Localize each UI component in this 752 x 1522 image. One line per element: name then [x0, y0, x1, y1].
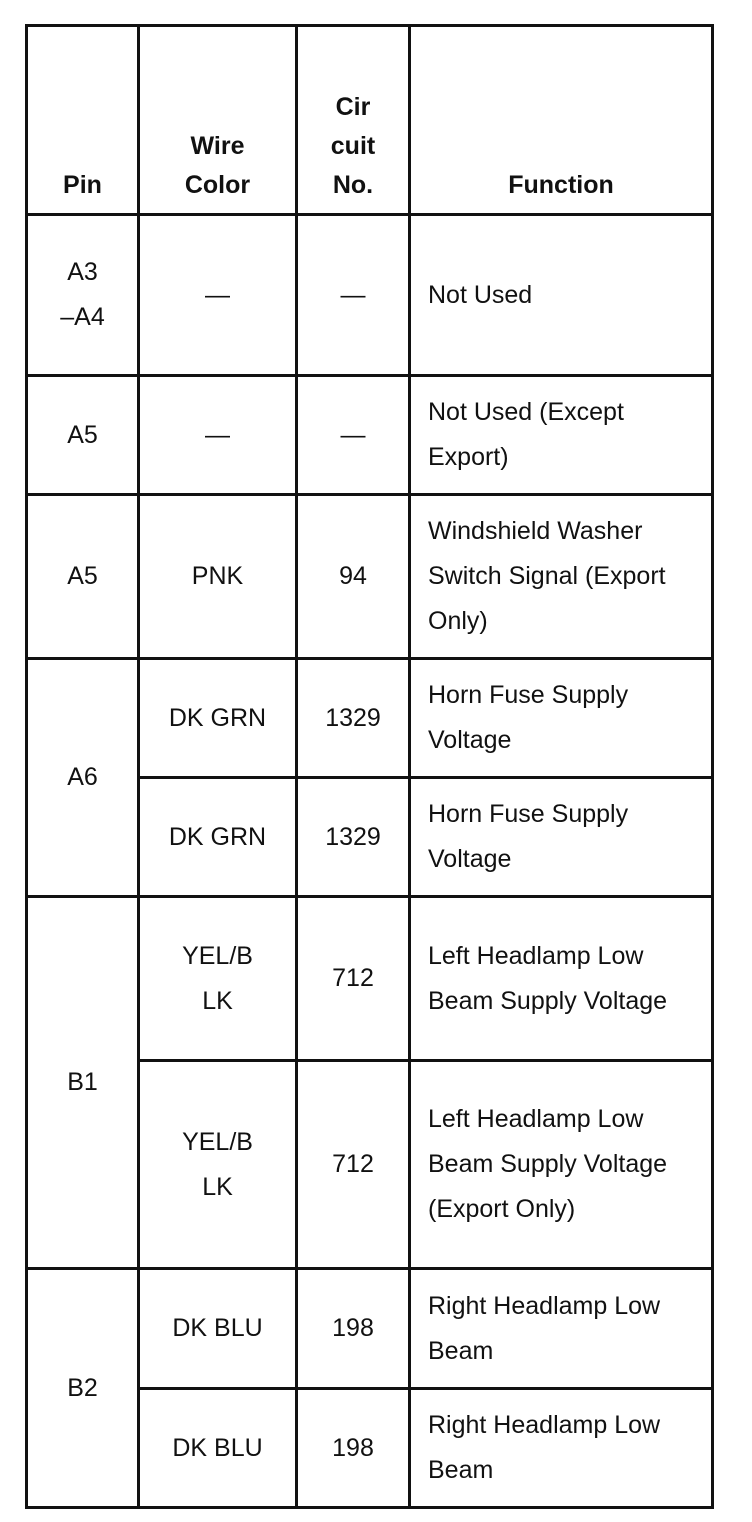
function-value: Not Used (Except Export) [428, 398, 624, 471]
circuit-no-cell [297, 897, 410, 1061]
table-row [27, 376, 713, 495]
header-wire-color [139, 26, 297, 215]
function-cell [410, 659, 713, 778]
header-circuit-no-label: Cir cuit No. [330, 93, 376, 199]
circuit-no-cell [297, 376, 410, 495]
wire-color-cell [139, 659, 297, 778]
circuit-no-cell [297, 778, 410, 897]
header-row [27, 26, 713, 215]
function-value: Horn Fuse Supply Voltage [428, 681, 629, 754]
pin-cell [27, 376, 139, 495]
pin-value: A3 –A4 [60, 258, 105, 331]
header-function-label: Function [508, 171, 614, 199]
circuit-no-value: — [340, 420, 366, 449]
circuit-no-value: 1329 [325, 703, 381, 732]
circuit-no-cell [297, 495, 410, 659]
function-cell [410, 1061, 713, 1269]
wire-color-cell [139, 1389, 297, 1508]
pin-value: A5 [67, 420, 98, 449]
wire-color-cell [139, 1061, 297, 1269]
pin-cell [27, 495, 139, 659]
header-circuit-no [297, 26, 410, 215]
wire-color-cell [139, 1269, 297, 1389]
function-cell [410, 897, 713, 1061]
header-function [410, 26, 713, 215]
table-row [27, 897, 713, 1061]
function-cell [410, 1389, 713, 1508]
circuit-no-value: — [340, 280, 366, 309]
wire-color-cell [139, 778, 297, 897]
wire-color-cell [139, 376, 297, 495]
function-cell [410, 778, 713, 897]
pin-value: A5 [67, 562, 98, 590]
circuit-no-value: 198 [332, 1433, 374, 1462]
wire-color-cell [139, 495, 297, 659]
wire-color-value: YEL/B LK [182, 941, 253, 1015]
wire-color-value: — [205, 280, 230, 309]
circuit-no-value: 198 [332, 1314, 374, 1342]
wire-color-value: — [205, 420, 230, 449]
header-pin [27, 26, 139, 215]
table-row [27, 1269, 713, 1389]
function-value: Right Headlamp Low Beam [428, 1291, 661, 1365]
function-cell [410, 215, 713, 376]
pin-cell [27, 897, 139, 1269]
function-value: Windshield Washer Switch Signal (Export Only) [428, 517, 666, 635]
pin-cell [27, 659, 139, 897]
function-value: Left Headlamp Low Beam Supply Voltage (Export Only) [428, 1105, 668, 1223]
circuit-no-value: 1329 [325, 822, 381, 851]
pin-value: A6 [67, 763, 98, 791]
wire-color-value: PNK [191, 562, 244, 590]
table-row [27, 659, 713, 778]
table-row [27, 215, 713, 376]
wire-color-value: DK BLU [172, 1314, 263, 1342]
function-value: Horn Fuse Supply Voltage [428, 800, 629, 873]
circuit-no-value: 94 [339, 562, 367, 590]
wire-color-cell [139, 897, 297, 1061]
circuit-no-value: 712 [332, 1150, 374, 1178]
circuit-no-cell [297, 1389, 410, 1508]
function-value: Not Used [428, 280, 533, 309]
circuit-no-cell [297, 659, 410, 778]
pin-value: B2 [67, 1373, 98, 1402]
pinout-table [25, 24, 714, 1509]
wire-color-value: DK GRN [168, 822, 267, 851]
header-pin-label: Pin [63, 171, 102, 199]
wire-color-value: YEL/B LK [182, 1127, 253, 1201]
circuit-no-cell [297, 215, 410, 376]
circuit-no-value: 712 [332, 964, 374, 992]
header-wire-color-label: Wire Color [184, 132, 251, 199]
pin-value: B1 [67, 1068, 98, 1096]
circuit-no-cell [297, 1269, 410, 1389]
pin-cell [27, 215, 139, 376]
circuit-no-cell [297, 1061, 410, 1269]
function-value: Left Headlamp Low Beam Supply Voltage [428, 941, 668, 1015]
function-cell [410, 376, 713, 495]
wire-color-value: DK BLU [172, 1433, 263, 1462]
wire-color-cell [139, 215, 297, 376]
pin-cell [27, 1269, 139, 1508]
function-value: Right Headlamp Low Beam [428, 1411, 661, 1484]
function-cell [410, 1269, 713, 1389]
table-row [27, 495, 713, 659]
function-cell [410, 495, 713, 659]
wire-color-value: DK GRN [168, 703, 267, 732]
